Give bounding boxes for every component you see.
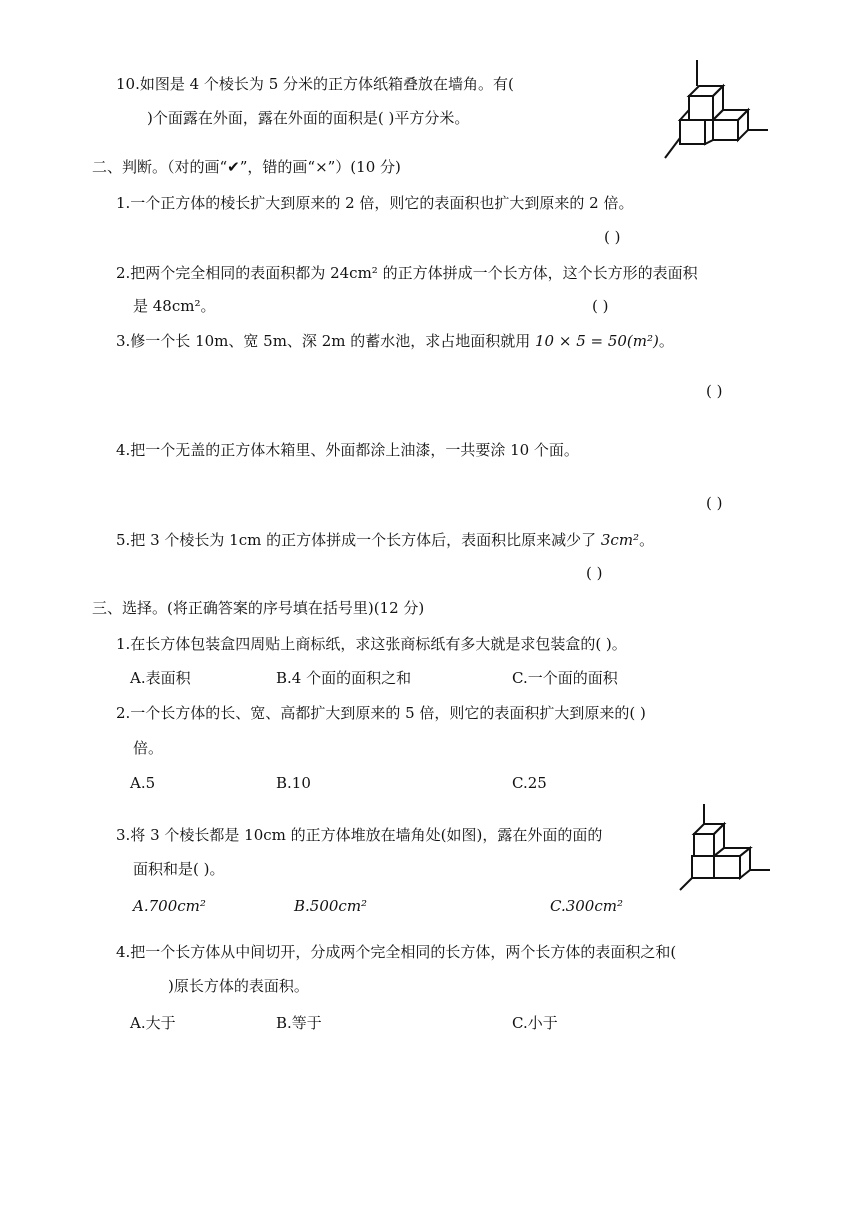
judge-item-3-tail: 。 — [658, 332, 674, 350]
choice-item-1: 1.在长方体包装盒四周贴上商标纸，求这张商标纸有多大就是求包装盒的( )。 — [116, 635, 627, 653]
choice-2-option-c[interactable]: C.25 — [512, 774, 547, 792]
judge-paren-5[interactable]: ( ) — [586, 564, 603, 582]
choice-1-option-c[interactable]: C.一个面的面积 — [512, 669, 618, 687]
judge-item-3-text: 3.修一个长 10m、宽 5m、深 2m 的蓄水池，求占地面积就用 — [116, 332, 535, 350]
choice-item-3-cont: 面积和是( )。 — [133, 860, 225, 878]
choice-1-option-a[interactable]: A.表面积 — [130, 669, 191, 687]
judge-paren-4[interactable]: ( ) — [706, 494, 723, 512]
judge-item-5-formula: 3cm² — [600, 531, 640, 549]
choice-2-option-b[interactable]: B.10 — [276, 774, 311, 792]
q10-line1: 10.如图是 4 个棱长为 5 分米的正方体纸箱叠放在墙角。有( — [116, 75, 514, 93]
judge-item-5-text: 5.把 3 个棱长为 1cm 的正方体拼成一个长方体后，表面积比原来减少了 — [116, 531, 601, 549]
judge-paren-1[interactable]: ( ) — [604, 228, 621, 246]
choice-4-option-a[interactable]: A.大于 — [130, 1014, 176, 1032]
choice-1-option-b[interactable]: B.4 个面的面积之和 — [276, 669, 412, 687]
judge-item-2: 2.把两个完全相同的表面积都为 24cm² 的正方体拼成一个长方体，这个长方形的表面积 — [116, 264, 698, 282]
choice-3-option-c[interactable]: C.300cm² — [550, 897, 623, 915]
choice-heading: 三、选择。(将正确答案的序号填在括号里)(12 分) — [92, 599, 425, 617]
judge-item-5 — [116, 530, 654, 550]
judge-item-5-tail: 。 — [639, 531, 655, 549]
judge-paren-3[interactable]: ( ) — [706, 382, 723, 400]
four-cubes-figure — [660, 58, 770, 162]
judge-item-3-formula: 10 × 5 = 50(m²) — [535, 332, 659, 350]
choice-3-option-b[interactable]: B.500cm² — [294, 897, 368, 915]
three-cubes-figure — [676, 804, 772, 890]
judge-paren-2[interactable]: ( ) — [592, 297, 609, 315]
choice-4-option-b[interactable]: B.等于 — [276, 1014, 322, 1032]
choice-item-3: 3.将 3 个棱长都是 10cm 的正方体堆放在墙角处(如图)，露在外面的面的 — [116, 826, 603, 844]
judge-item-1: 1.一个正方体的棱长扩大到原来的 2 倍，则它的表面积也扩大到原来的 2 倍。 — [116, 194, 634, 212]
choice-2-option-a[interactable]: A.5 — [130, 774, 156, 792]
choice-item-4: 4.把一个长方体从中间切开，分成两个完全相同的长方体，两个长方体的表面积之和( — [116, 943, 677, 961]
choice-item-4-cont: )原长方体的表面积。 — [168, 977, 309, 995]
judge-item-3 — [116, 331, 674, 351]
q10-line2: )个面露在外面，露在外面的面积是( )平方分米。 — [147, 109, 470, 127]
judge-item-2-cont: 是 48cm²。 — [133, 297, 216, 315]
choice-item-2-cont: 倍。 — [133, 739, 164, 757]
choice-item-2: 2.一个长方体的长、宽、高都扩大到原来的 5 倍，则它的表面积扩大到原来的( ) — [116, 704, 646, 722]
choice-3-option-a[interactable]: A.700cm² — [133, 897, 206, 915]
judge-item-4: 4.把一个无盖的正方体木箱里、外面都涂上油漆，一共要涂 10 个面。 — [116, 441, 579, 459]
judge-heading: 二、判断。（对的画“✔”，错的画“×”）(10 分) — [92, 158, 401, 176]
choice-4-option-c[interactable]: C.小于 — [512, 1014, 558, 1032]
